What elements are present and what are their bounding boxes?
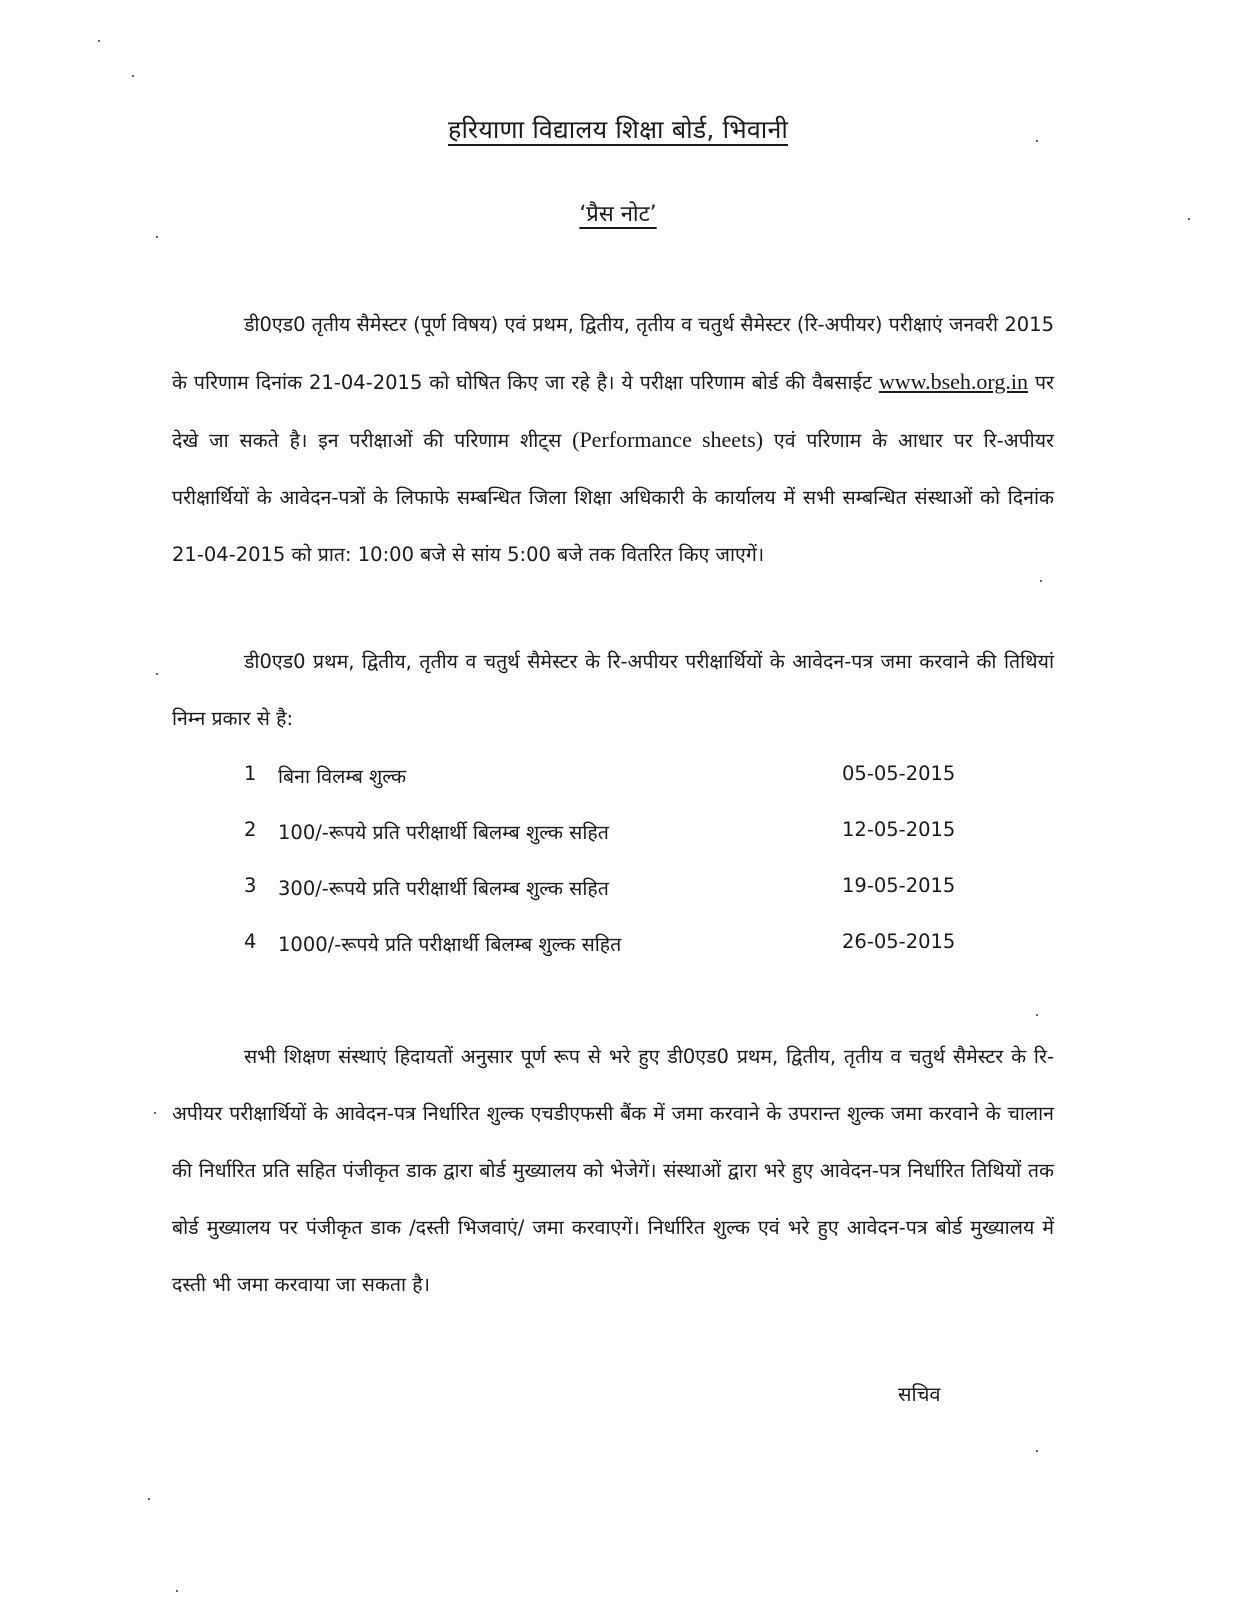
fee-date: 19-05-2015: [842, 874, 956, 897]
paragraph-results-latin: (Performance sheets): [572, 427, 764, 452]
fee-number: 4: [244, 930, 257, 953]
scan-speck: [1036, 1450, 1038, 1452]
fee-date: 05-05-2015: [842, 762, 956, 785]
fee-description: 300/-रूपये प्रति परीक्षार्थी बिलम्ब शुल्क सहित: [278, 877, 609, 900]
scan-speck: [1188, 218, 1190, 220]
paragraph-results: [172, 296, 1054, 583]
paragraph-results-text-a: डी0एड0 तृतीय सैमेस्टर (पूर्ण विषय) एवं प्रथम, द्वितीय, तृतीय व चतुर्थ सैमेस्टर (रि-अपीयर) परीक्षाएं जनवरी 2015 के परिणाम दिनांक 21-04-2015 को घोषित किए जा रहे है। ये परीक्षा परिणाम बोर्ड की वैबसाईट: [172, 313, 1054, 394]
paragraph-results-text-c: एवं परिणाम के आधार पर रि-अपीयर परीक्षार्थियों के आवेदन-पत्रों के लिफाफे सम्बन्धित जिला शिक्षा अधिकारी के कार्यालय में सभी सम्बन्धित संस्थाओं को दिनांक 21-04-2015 को प्रात: 10:00 बजे से सांय 5:00 बजे तक वितरित किए जाएगें।: [172, 429, 1054, 566]
scan-speck: [176, 1590, 178, 1592]
scan-speck: [132, 75, 134, 77]
website-link[interactable]: www.bseh.org.in: [878, 369, 1028, 394]
fee-row: [240, 918, 980, 974]
fee-description: बिना विलम्ब शुल्क: [278, 765, 407, 788]
fee-row: [240, 750, 980, 806]
scan-speck: [1036, 1014, 1038, 1016]
scan-speck: [1036, 140, 1038, 142]
fee-date: 26-05-2015: [842, 930, 956, 953]
fee-number: 3: [244, 874, 257, 897]
fee-number: 2: [244, 818, 257, 841]
scan-speck: [154, 1112, 156, 1114]
fee-row: [240, 862, 980, 918]
scan-speck: [1040, 580, 1042, 582]
paragraph-results-text-b: पर देखे जा सकते है। इन परीक्षाओं की परिणाम शीट्स: [172, 371, 1054, 452]
fee-row: [240, 806, 980, 862]
scan-speck: [98, 40, 100, 42]
scan-speck: [156, 673, 158, 675]
paragraph-dates-intro: डी0एड0 प्रथम, द्वितीय, तृतीय व चतुर्थ सैमेस्टर के रि-अपीयर परीक्षार्थियों के आवेदन-पत्र जमा करवाने की तिथियां निम्न प्रकार से है:: [172, 650, 1054, 730]
document-subtitle: ‘प्रैस नोट’: [579, 202, 657, 227]
document-title: हरियाणा विद्यालय शिक्षा बोर्ड, भिवानी: [447, 115, 789, 144]
fee-number: 1: [244, 762, 257, 785]
fee-description: 100/-रूपये प्रति परीक्षार्थी बिलम्ब शुल्क सहित: [278, 821, 609, 844]
paragraph-instructions: सभी शिक्षण संस्थाएं हिदायतों अनुसार पूर्ण रूप से भरे हुए डी0एड0 प्रथम, द्वितीय, तृतीय व चतुर्थ सैमेस्टर के रि-अपीयर परीक्षार्थियों के आवेदन-पत्र निर्धारित शुल्क एचडीएफसी बैंक में जमा करवाने के उपरान्त शुल्क जमा करवाने के चालान की निर्धारित प्रति सहित पंजीकृत डाक द्वारा बोर्ड मुख्यालय को भेजेगें। संस्थाओं द्वारा भरे हुए आवेदन-पत्र निर्धारित तिथियों तक बोर्ड मुख्यालय पर पंजीकृत डाक /दस्ती भिजवाएं/ जमा करवाएगें। निर्धारित शुल्क एवं भरे हुए आवेदन-पत्र बोर्ड मुख्यालय में दस्ती भी जमा करवाया जा सकता है।: [172, 1045, 1054, 1296]
fee-date: 12-05-2015: [842, 818, 956, 841]
fee-schedule-list: [240, 750, 980, 974]
scan-speck: [148, 1498, 150, 1500]
fee-description: 1000/-रूपये प्रति परीक्षार्थी बिलम्ब शुल्क सहित: [278, 933, 622, 956]
scan-speck: [156, 236, 158, 238]
signature-label: सचिव: [898, 1382, 941, 1406]
